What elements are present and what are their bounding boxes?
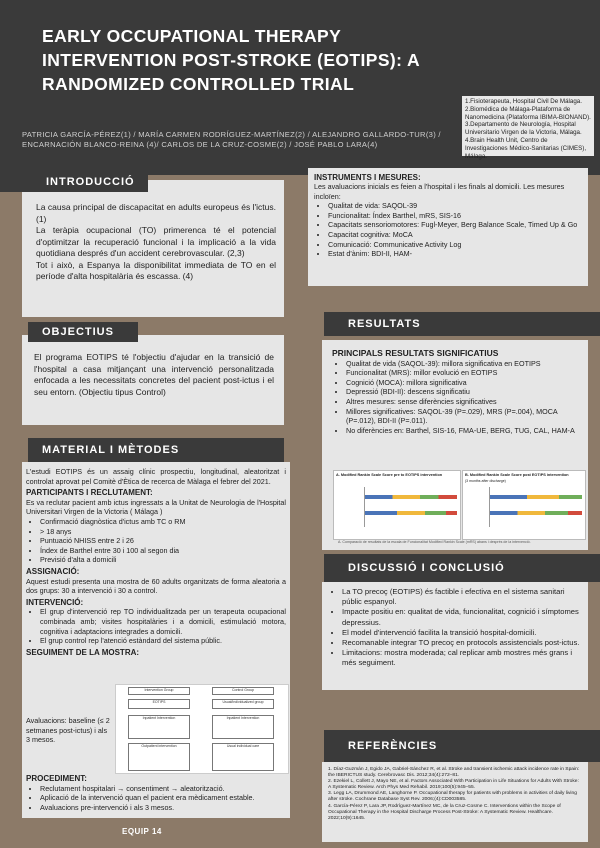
referencies-list <box>328 767 582 822</box>
interv-item: • El grup d'intervenció rep TO individualitzada per un terapeuta ocupacional combinada amb; visites hospitalàries i a domicili, estimulació motora, cognitiva i adaptacions integrades a domicili. <box>40 607 286 636</box>
discussio-heading: DISCUSSIÓ I CONCLUSIÓ <box>324 554 600 582</box>
instruments-item: • Estat d'ànim: BDI-II, HAM- <box>328 249 582 259</box>
discussio-list <box>328 587 580 669</box>
flowchart <box>115 684 289 774</box>
instruments-item: • Comunicació: Communicative Activity Log <box>328 240 582 250</box>
chart-b <box>462 470 586 540</box>
resultats-list <box>332 359 582 436</box>
affiliation-1: 1.Fisioterapeuta, Hospital Civil De Málaga. <box>465 98 582 105</box>
chart-b-subtitle: (3 months after discharge) <box>465 479 506 483</box>
intro-p2: La teràpia ocupacional (TO) primerenca té el potencial d'optimitzar la recuperació funcional i la implicació a la vida quotidiana després d'un accident cerebrovascular. (2,3) <box>36 225 276 258</box>
instruments-list <box>314 201 582 259</box>
resultats-item: • Funcionalitat (MRS): millor evolució en EOTIPS <box>346 368 582 378</box>
chart-caption: A. Comparació de resultats de la escala de Funcionalitat Modified Rankin Scale (mRS) abans i després de la intervenció. <box>338 540 531 544</box>
recl-item: • Puntuació NHISS entre 2 i 26 <box>40 536 286 546</box>
discussio-item: • Limitacions: mostra moderada; cal replicar amb mostres més grans i més seguiment. <box>342 648 580 668</box>
resultats-content <box>332 347 582 435</box>
proc-block <box>26 772 286 812</box>
metodes-heading: MATERIAL I MÈTODES <box>28 438 284 462</box>
reference-item: 1. Díaz-Guzmán J, Egido JA, Gabriel-Sánchez R, et al. Stroke and transient ischemic attack incidence rate in Spain: the IBERICTUS study. Cerebrovasc Dis. 2012;34(4):272–81. <box>328 767 580 779</box>
recl-item: • > 18 anys <box>40 527 286 537</box>
interv-title: INTERVENCIÓ: <box>26 597 84 607</box>
intro-heading: INTRODUCCIÓ <box>0 172 148 192</box>
proc-item: • Aplicació de la intervenció quan el pacient era mèdicament estable. <box>40 793 286 803</box>
recl-list <box>26 517 286 565</box>
chart-a <box>333 470 461 540</box>
instruments-item: • Capacitats sensoriomotores: Fugl-Meyer, Berg Balance Scale, Timed Up & Go <box>328 220 582 230</box>
metodes-content <box>26 467 286 657</box>
resultats-item: • No diferències en: Barthel, SIS-16, FMA-UE, BERG, TUG, CAL, HAM-A <box>346 426 582 436</box>
flow-box-inpatient-b: Inpatient Intervention <box>212 715 274 739</box>
seg-text: Avaluacions: baseline (≤ 2 setmanes post-ictus) i als 3 mesos. <box>26 716 110 745</box>
recl-item: • Confirmació diagnòstica d'ictus amb TC o RM <box>40 517 286 527</box>
interv-list <box>26 607 286 645</box>
instruments-panel <box>308 168 588 286</box>
affiliation-2: 2.Biomédica de Málaga-Plataforma de Nanomedicina (Plataforma IBIMA-BIONAND). <box>465 105 591 121</box>
instruments-item: • Capacitat cognitiva: MoCA <box>328 230 582 240</box>
resultats-item: • Altres mesures: sense diferències significatives <box>346 397 582 407</box>
chart-a-bar-1 <box>365 495 457 499</box>
assig-title: ASSIGNACIÓ: <box>26 566 80 576</box>
resultats-heading: RESULTATS <box>324 312 600 336</box>
proc-item: • Reclutament hospitalari → consentiment → aleatorització. <box>40 784 286 794</box>
objectius-heading: OBJECTIUS <box>28 322 138 342</box>
reference-item: 2. Ezekiel L, Collett J, Mayo NE, et al. Factors Associated With Participation in Life Situations for Adults With Stroke: A Systematic Review. Arch Phys Med Rehabil. 2019;100(5):945–55. <box>328 779 579 791</box>
flow-box-eotips: EOTIPS <box>128 699 190 709</box>
proc-item: • Avaluacions pre-intervenció i als 3 mesos. <box>40 803 286 813</box>
chart-b-plot <box>489 487 582 527</box>
chart-a-bar-2 <box>365 511 457 515</box>
resultats-item: • Depressió (BDI-II): descens significatiu <box>346 387 582 397</box>
intro-p3: Tot i això, a Espanya la disponibilitat immediata de TO en el període d'alta hospitalària és escassa. (4) <box>36 259 276 281</box>
referencies-panel <box>322 762 588 842</box>
flow-box-usual-care: Usual individual care <box>212 743 274 771</box>
discussio-item: • Recomanable integrar TO precoç en protocols assistencials post-ictus. <box>342 638 580 648</box>
discussio-item: • El model d'intervenció facilita la transició hospital-domicili. <box>342 628 580 638</box>
affiliation-3: 3.Departamento de Neurología, Hospital Universitario Virgen de la Victoria, Málaga. <box>465 121 582 137</box>
proc-title: PROCEDIMENT: <box>26 774 87 783</box>
discussio-panel <box>322 582 588 690</box>
resultats-item: • Millores significatives: SAQOL-39 (P=.029), MRS (P=.004), MOCA (P=.012), BDI-II (P=.011). <box>346 407 582 426</box>
instruments-heading: INSTRUMENTS I MESURES: <box>314 173 421 182</box>
intro-text <box>36 202 276 283</box>
chart-b-bar-1 <box>490 495 582 499</box>
chart-a-title: A. Modified Rankin Scale Score pre to EOTIPS intervention <box>336 473 443 477</box>
intro-p1: La causa principal de discapacitat en adults europeus és l'ictus. (1) <box>36 202 276 224</box>
resultats-sub: PRINCIPALS RESULTATS SIGNIFICATIUS <box>332 348 499 358</box>
flow-box-usual: Usual/Individualized group <box>212 699 274 709</box>
affiliations-box <box>462 96 594 160</box>
recl-text: Es va reclutar pacient amb ictus ingressats a la Unitat de Neurologia de l'Hospital Universitari Virgen de la Victoria ( Málaga ) <box>26 497 286 517</box>
flow-box-inpatient-a: Inpatient Intervention <box>128 715 190 739</box>
chart-b-bar-2 <box>490 511 582 515</box>
reference-item: 4. García-Pérez P, Lara JP, Rodríguez-Martínez MC, de la Cruz-Cosme C. Interventions within the Scope of Occupational Therapy in the Hospital Discharge Process Post-Stroke: A Systematic Review. Healthcare. 2022;10(9):1645. <box>328 803 561 821</box>
objectius-text: El programa EOTIPS té l'objectiu d'ajudar en la transició de l'hospital a casa mitjançant una intervenció personalitzada enfocada a les necessitats concretes del pacient post-ictus i el seu entorn. (Objectiu tipus Control) <box>34 352 274 397</box>
poster-title: EARLY OCCUPATIONAL THERAPY INTERVENTION POST-STROKE (EOTIPS): A RANDOMIZED CONTROLLED TRIAL <box>42 26 420 94</box>
resultats-item: • Cognició (MOCA): millora significativa <box>346 378 582 388</box>
seg-title: SEGUIMENT DE LA MOSTRA: <box>26 647 140 657</box>
chart-b-title: B. Modified Rankin Scale Score post EOTIPS intervention <box>465 473 569 477</box>
discussio-item: • Impacte positiu en: qualitat de vida, funcionalitat, cognició i símptomes depressius. <box>342 607 580 627</box>
metodes-intro: L'estudi EOTIPS és un assaig clínic prospectiu, longitudinal, aleatoritzat i controlat aprovat pel Comitè d'Ètica de recerca de Màlaga el febrer del 2021. <box>26 467 286 486</box>
reference-item: 3. Legg LA, Drummond AE, Langhorne P. Occupational therapy for patients with problems in activities of daily living after stroke. Cochrane Database Syst Rev. 2006;(4):CD003585. <box>328 791 577 803</box>
instruments-text: Les avaluacions inicials es feien a l'hospital i les finals al domicili. Les mesures incloïen: <box>314 182 565 201</box>
interv-item: • El grup control rep l'atenció estàndard del sistema públic. <box>40 636 286 646</box>
instruments-item: • Funcionalitat: Índex Barthel, mRS, SIS-16 <box>328 211 582 221</box>
recl-title: PARTICIPANTS I RECLUTAMENT: <box>26 488 153 498</box>
resultats-item: • Qualitat de vida (SAQOL-39): millora significativa en EOTIPS <box>346 359 582 369</box>
footer-label: EQUIP 14 <box>122 827 162 836</box>
proc-list <box>26 784 286 813</box>
affiliation-4: 4.Brain Health Unit, Centro de Investigaciones Médico-Sanitarias (CIMES), Málaga. <box>465 136 587 160</box>
flow-box-outpatient: Outpatient intervention <box>128 743 190 771</box>
referencies-heading: REFERÈNCIES <box>324 730 600 762</box>
discussio-item: • La TO precoç (EOTIPS) és factible i efectiva en el sistema sanitari públic espanyol. <box>342 587 580 607</box>
recl-item: • Índex de Barthel entre 30 i 100 al segon dia <box>40 546 286 556</box>
instruments-item: • Qualitat de vida: SAQOL-39 <box>328 201 582 211</box>
flow-box-intervention: Intervention Group <box>128 687 190 695</box>
authors-line: PATRICIA GARCÍA-PÉREZ(1) / MARÍA CARMEN RODRÍGUEZ-MARTÍNEZ(2) / ALEJANDRO GALLARDO-TUR(3) / ENCARNACIÓN BLANCO-REINA (4)/ CARLOS DE LA CRUZ-COSME(2) / JOSÉ PABLO LARA(4) <box>22 130 441 149</box>
chart-a-plot <box>364 487 457 527</box>
recl-item: • Previsió d'alta a domicili <box>40 555 286 565</box>
assig-text: Aquest estudi presenta una mostra de 60 adults organitzats de forma aleatoria a dos grups: 30 a intervenció i 30 a control. <box>26 576 286 596</box>
flow-box-control: Control Group <box>212 687 274 695</box>
